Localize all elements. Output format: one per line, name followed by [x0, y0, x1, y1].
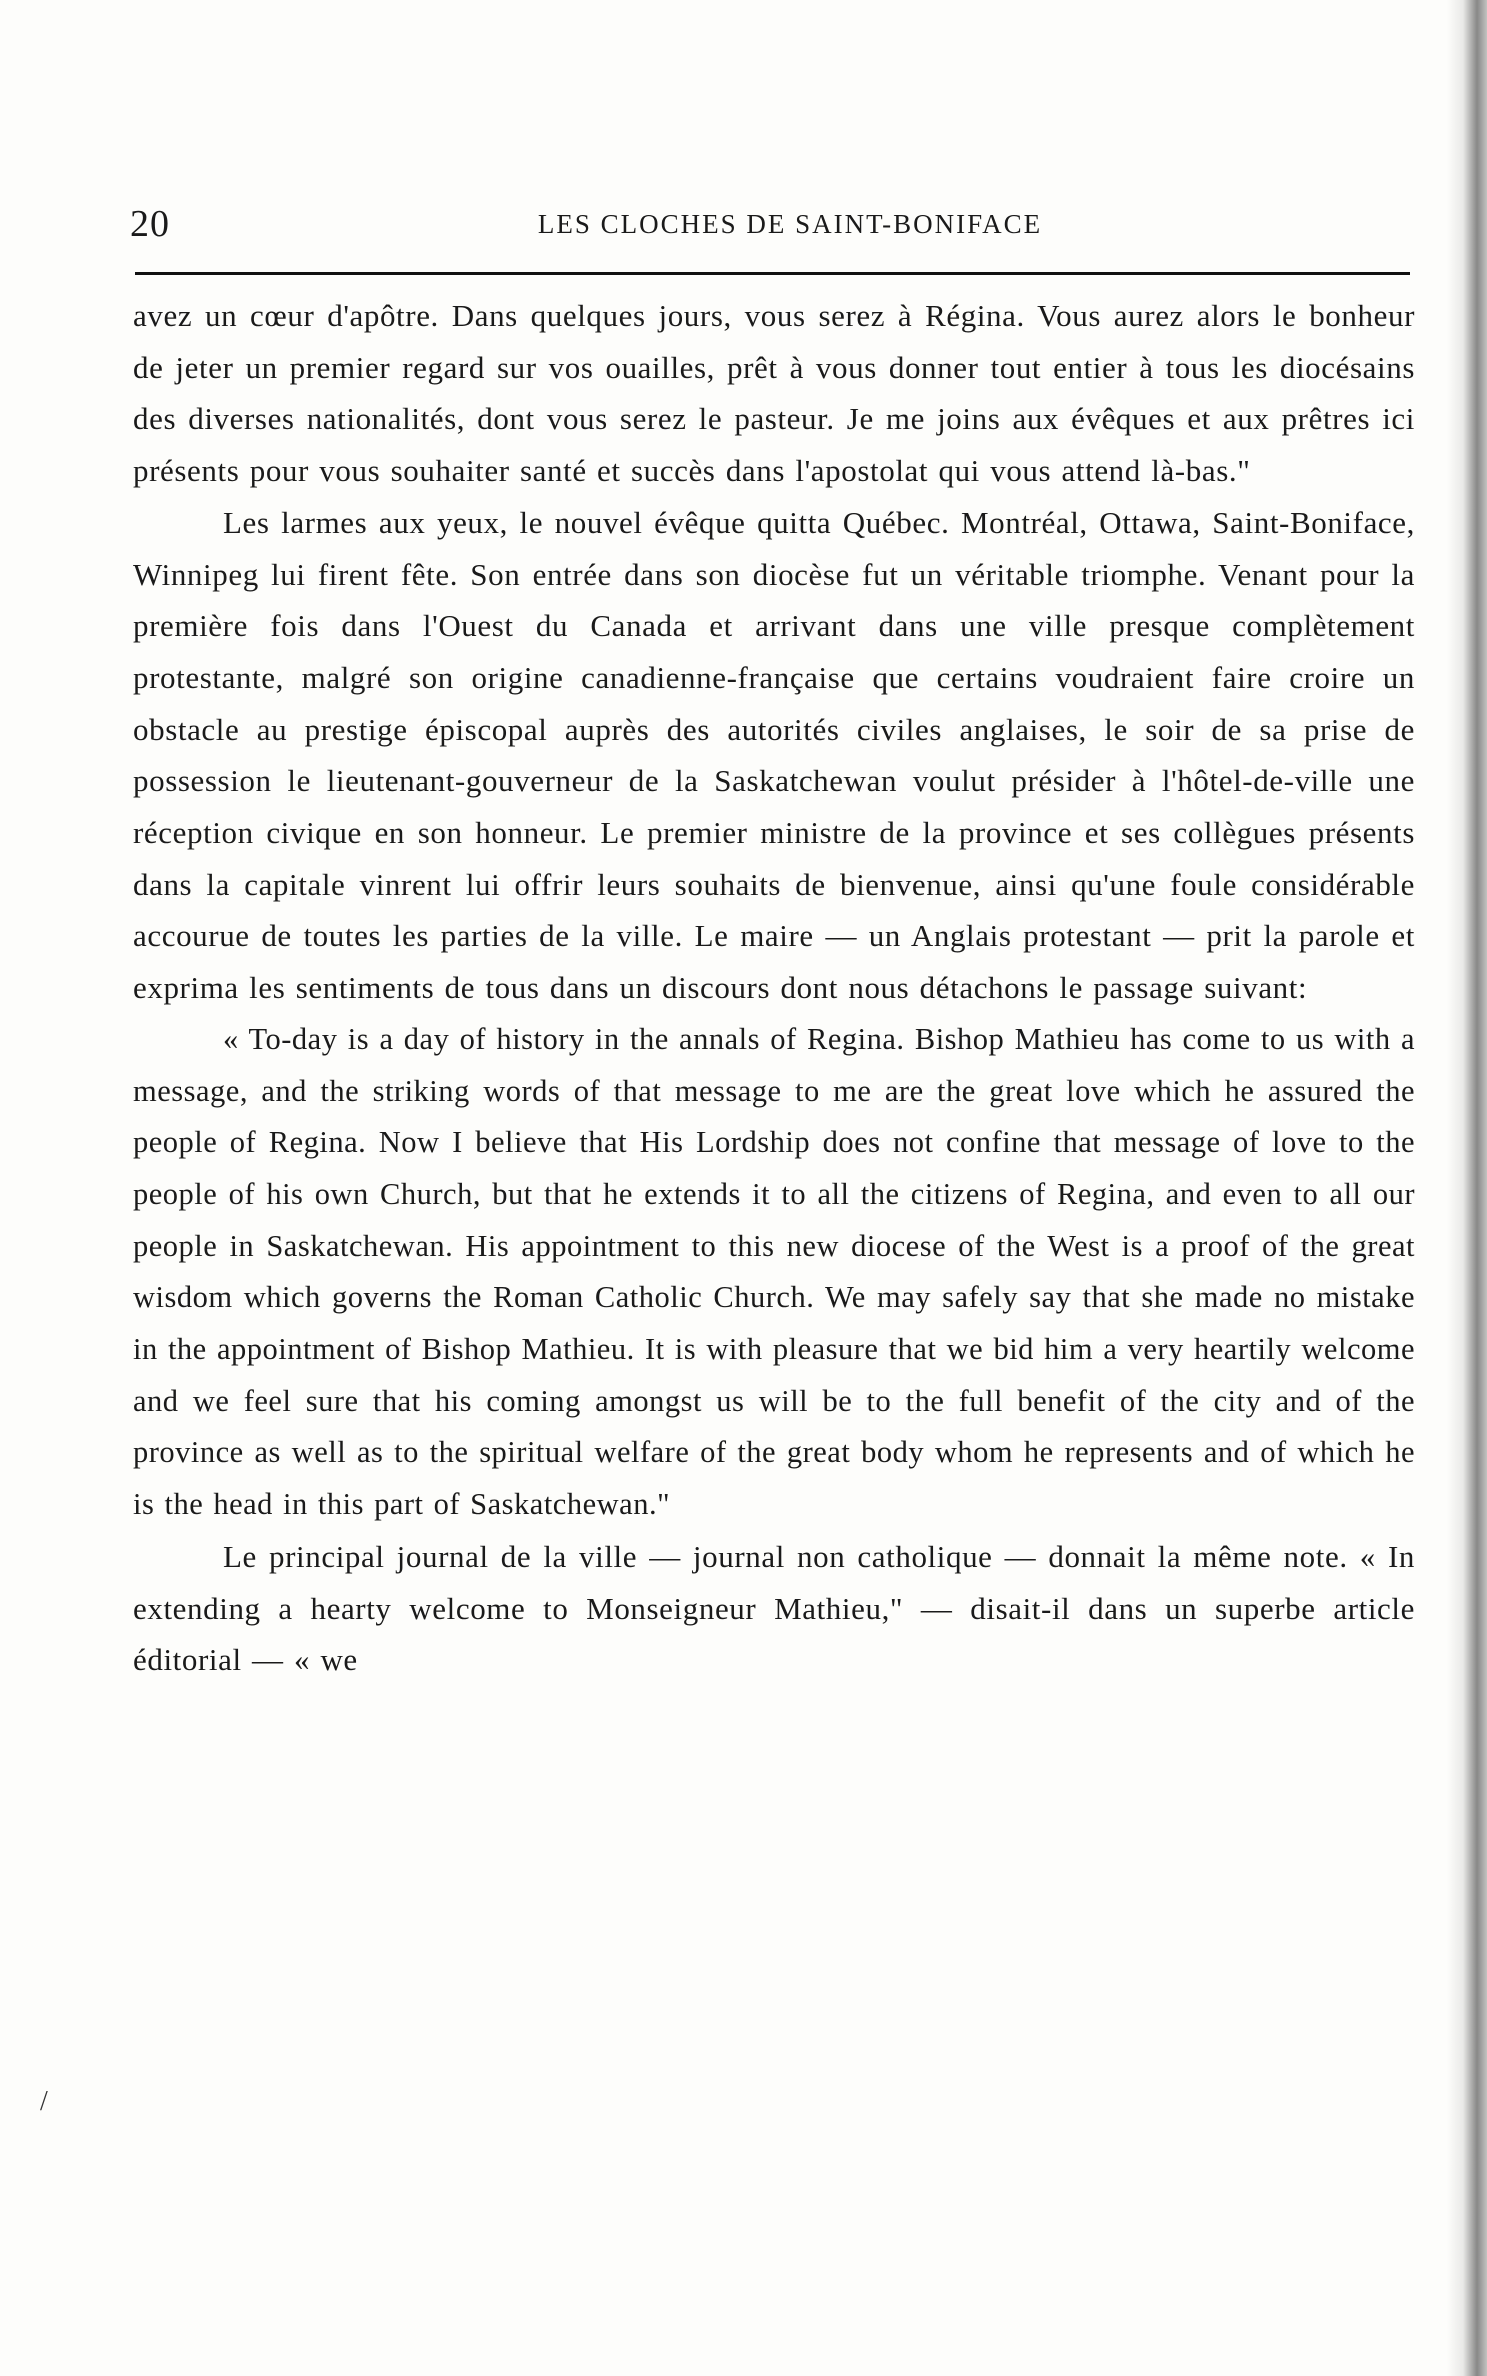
scan-binding-edge [1447, 0, 1487, 2376]
paragraph-mayor-quote: « To-day is a day of history in the annals of Regina. Bishop Mathieu has come to us with a message, and the striking words of that message to me are the great love which he assured the people of Regina. Now I believe that His Lordship does not confine that message of love to the people of his own Church, but that he extends it to all the citizens of Regina, and even to all our people in Saskatchewan. His appointment to this new diocese of the West is a proof of the great wisdom which governs the Roman Catholic Church. We may safely say that she made no mistake in the appointment of Bishop Mathieu. It is with pleasure that we bid him a very heartily welcome and we feel sure that his coming amongst us will be to the full benefit of the city and of the province as well as to the spiritual welfare of the great body whom he represents and of which he is the head in this part of Saskatchewan." [133, 1021, 1415, 1522]
header-rule [135, 272, 1410, 275]
running-head [130, 196, 1410, 252]
paragraph-newspaper: Le principal journal de la ville — journal non catholique — donnait la même note. « In extending a hearty welcome to Monseigneur Mathieu," — disait-il dans un superbe article éditorial — « we [133, 1538, 1415, 1678]
running-title: LES CLOCHES DE SAINT-BONIFACE [537, 209, 1043, 239]
paragraph-continuation: avez un cœur d'apôtre. Dans quelques jours, vous serez à Régina. Vous aurez alors le bonheur de jeter un premier regard sur vos ouailles, prêt à vous donner tout entier à tous les diocésains des diverses nationalités, dont vous serez le pasteur. Je me joins aux évêques et aux prêtres ici présents pour vous souhaiter santé et succès dans l'apostolat qui vous attend là-bas." [133, 298, 1415, 489]
page-number: 20 [130, 203, 170, 245]
body-text [133, 290, 1415, 1686]
scan-speck: / [40, 2086, 48, 2117]
paragraph-departure: Les larmes aux yeux, le nouvel évêque quitta Québec. Montréal, Ottawa, Saint-Boniface, Winnipeg lui firent fête. Son entrée dans son diocèse fut un véritable triomphe. Venant pour la première fois dans l'Ouest du Canada et arrivant dans une ville presque complètement protestante, malgré son origine canadienne-française que certains voudraient faire croire un obstacle au prestige épiscopal auprès des autorités civiles anglaises, le soir de sa prise de possession le lieutenant-gouverneur de la Saskatchewan voulut présider à l'hôtel-de-ville une réception civique en son honneur. Le premier ministre de la province et ses collègues présents dans la capitale vinrent lui offrir leurs souhaits de bienvenue, ainsi qu'une foule considérable accourue de toutes les parties de la ville. Le maire — un Anglais protestant — prit la parole et exprima les sentiments de tous dans un discours dont nous détachons le passage suivant: [133, 504, 1415, 1006]
